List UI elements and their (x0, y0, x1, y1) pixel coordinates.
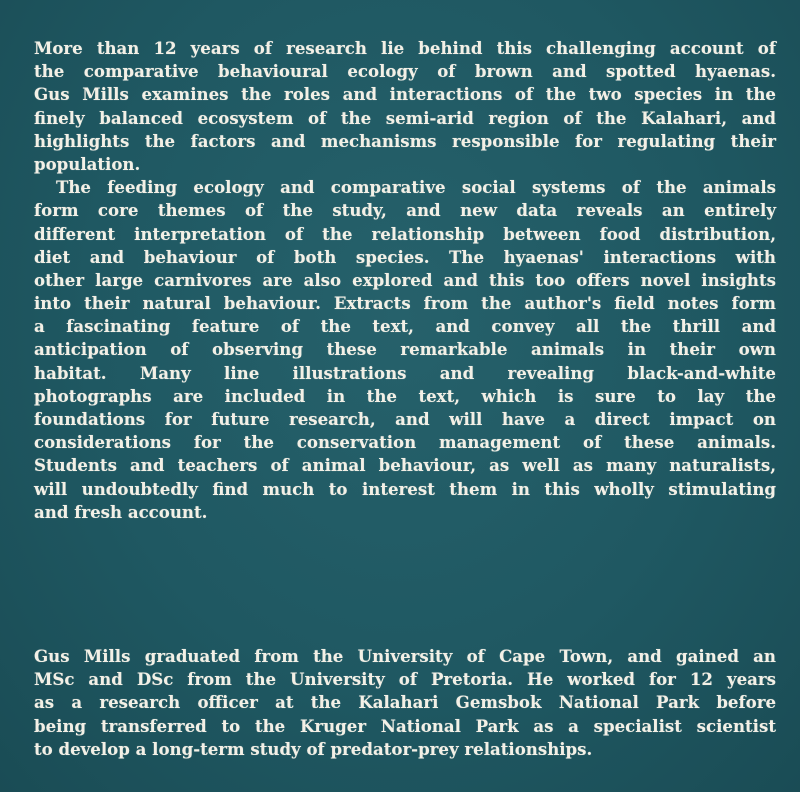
description-paragraph-2 (34, 176, 776, 524)
text-line: the comparative behavioural ecology of brown and spotted hyaenas. (34, 61, 776, 82)
text-line: diet and behaviour of both species. The hyaenas' interactions with (34, 246, 776, 267)
text-line: anticipation of observing these remarkable animals in their own (34, 339, 776, 360)
text-line: other large carnivores are also explored and this too offers novel insights (34, 269, 776, 290)
text-line: More than 12 years of research lie behind this challenging account of (34, 38, 776, 58)
author-bio (34, 645, 776, 761)
text-line: different interpretation of the relationship between food distribution, (34, 223, 776, 244)
text-line: The feeding ecology and comparative social systems of the animals (56, 177, 776, 198)
text-line: foundations for future research, and will have a direct impact on (34, 409, 776, 429)
text-line: will undoubtedly find much to interest them in this wholly stimulating (34, 478, 776, 499)
text-line: Students and teachers of animal behaviour, as well as many naturalists, (34, 455, 776, 476)
text-line: Gus Mills graduated from the University of Cape Town, and gained an (34, 646, 776, 666)
text-line: highlights the factors and mechanisms responsible for regulating their (34, 130, 776, 151)
description-paragraph-1 (34, 37, 776, 176)
text-line: habitat. Many line illustrations and revealing black-and-white (34, 362, 776, 383)
text-line: a fascinating feature of the text, and convey all the thrill and (34, 316, 776, 337)
text-line: being transferred to the Kruger National Park as a specialist scientist (34, 715, 776, 736)
text-line: as a research officer at the Kalahari Gemsbok National Park before (34, 692, 776, 713)
text-line: population. (34, 153, 141, 174)
text-line: to develop a long-term study of predator-prey relationships. (34, 738, 593, 759)
text-line: MSc and DSc from the University of Pretoria. He worked for 12 years (34, 669, 776, 690)
text-line: photographs are included in the text, which is sure to lay the (34, 385, 776, 406)
text-line: and fresh account. (34, 501, 208, 522)
text-line: finely balanced ecosystem of the semi-arid region of the Kalahari, and (34, 107, 776, 128)
book-description (34, 37, 776, 524)
text-line: Gus Mills examines the roles and interactions of the two species in the (34, 84, 776, 105)
text-line: into their natural behaviour. Extracts from the author's field notes form (34, 293, 776, 314)
text-line: considerations for the conservation management of these animals. (34, 432, 776, 453)
text-line: form core themes of the study, and new data reveals an entirely (34, 200, 776, 221)
